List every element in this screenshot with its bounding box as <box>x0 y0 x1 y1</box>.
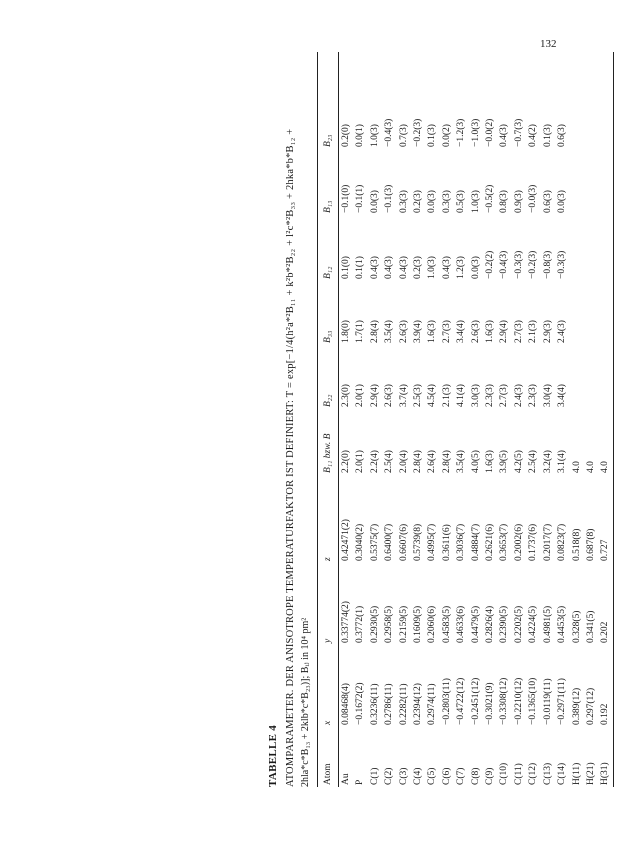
table-cell: −0.2(3) <box>528 250 539 279</box>
table-cell <box>584 281 598 345</box>
table-cell: −1.2(3) <box>456 118 467 147</box>
table-cell: 2.5(4) <box>528 450 539 473</box>
table-cell <box>570 281 584 345</box>
table-cell: 0.2159(5) <box>398 605 409 643</box>
table-cell: 0.0(3) <box>427 190 438 213</box>
table-cell: 3.5(4) <box>456 450 467 473</box>
table-row <box>440 52 454 787</box>
rotated-table-block <box>263 52 624 787</box>
table-cell <box>598 281 613 345</box>
table-row <box>584 52 598 787</box>
atom-parameter-table <box>317 52 614 787</box>
table-cell: C(1) <box>369 767 380 785</box>
table-cell: 0.1609(5) <box>413 605 424 643</box>
table-cell: 3.4(4) <box>557 384 568 407</box>
table-cell: 1.6(3) <box>427 320 438 343</box>
table-cell: −0.5(2) <box>485 184 496 213</box>
table-cell: 4.5(4) <box>427 384 438 407</box>
table-cell: −0.1(0) <box>341 184 351 213</box>
table-cell: C(2) <box>384 767 395 785</box>
table-cell: 2.3(3) <box>485 384 496 407</box>
table-cell: 2.5(3) <box>413 384 424 407</box>
column-header: B₂₃ <box>323 134 333 147</box>
table-cell: 0.2958(5) <box>384 605 395 643</box>
table-row <box>512 52 526 787</box>
table-cell: C(14) <box>557 762 568 785</box>
table-cell: 2.8(4) <box>413 450 424 473</box>
table-cell: 0.4453(5) <box>557 605 568 643</box>
table-cell: H(11) <box>571 762 582 785</box>
table-cell: 2.8(4) <box>441 450 452 473</box>
table-cell: 3.5(4) <box>384 320 395 343</box>
table-cell <box>584 345 598 409</box>
table-cell: 0.4995(7) <box>427 523 438 561</box>
table-cell: 0.9(3) <box>513 190 524 213</box>
table-cell: −0.1365(10) <box>528 677 539 725</box>
table-cell: 0.6607(6) <box>398 523 409 561</box>
table-cell: C(4) <box>413 767 424 785</box>
table-cell: 0.4(3) <box>384 256 395 279</box>
table-cell: 1.0(3) <box>427 256 438 279</box>
table-cell <box>598 52 613 149</box>
caption-line-1: ATOMPARAMETER. DER ANISOTROPE TEMPERATURFAKTOR IST DEFINIERT: T = exp[−1/4(h²a*²B₁₁ + k²b*²B₂₂ + l²c*²B₃₃ + 2hka*b*B₁₂ + <box>285 128 296 787</box>
table-cell: −0.4(3) <box>384 118 395 147</box>
table-cell: 0.2394(12) <box>413 683 424 725</box>
table-row <box>454 52 468 787</box>
table-cell: C(6) <box>441 767 452 785</box>
table-cell: 0.2621(6) <box>485 523 496 561</box>
table-cell: 0.4(3) <box>369 256 380 279</box>
table-cell: −0.2210(12) <box>513 677 524 725</box>
table-cell: 0.2002(6) <box>513 523 524 561</box>
table-cell: 0.4981(5) <box>542 605 553 643</box>
table-cell: 0.3772(1) <box>355 605 366 643</box>
table-cell: 0.6(3) <box>557 124 568 147</box>
table-cell: 0.3040(2) <box>355 523 366 561</box>
table-cell: 2.7(3) <box>441 320 452 343</box>
table-row <box>555 52 569 787</box>
table-cell: 0.33774(2) <box>341 601 351 643</box>
table-cell: 2.4(3) <box>557 320 568 343</box>
table-cell <box>570 215 584 281</box>
table-cell: −0.4(3) <box>499 250 510 279</box>
table-cell: 0.1(0) <box>341 256 351 279</box>
table-cell: 0.727 <box>600 539 611 561</box>
table-cell: C(8) <box>470 767 481 785</box>
table-cell: −0.0119(11) <box>542 678 553 725</box>
table-cell <box>584 52 598 149</box>
table-cell: −0.1672(2) <box>355 682 366 725</box>
table-cell: 2.0(1) <box>355 450 366 473</box>
table-cell: 0.4(3) <box>499 124 510 147</box>
table-cell: 1.2(3) <box>456 256 467 279</box>
column-header: B₂₂ <box>323 394 333 407</box>
table-cell: P <box>355 779 366 785</box>
table-cell: 2.3(3) <box>528 384 539 407</box>
table-cell: −0.7(3) <box>513 118 524 147</box>
table-cell: 0.1737(6) <box>528 523 539 561</box>
table-cell <box>584 149 598 215</box>
table-cell: 4.0(5) <box>470 450 481 473</box>
table-cell: 2.6(3) <box>384 384 395 407</box>
table-cell: −0.0(3) <box>528 184 539 213</box>
table-cell: 0.0(3) <box>369 190 380 213</box>
table-cell: 4.2(5) <box>513 450 524 473</box>
table-cell: −0.1(1) <box>355 184 366 213</box>
table-cell: 2.9(4) <box>499 320 510 343</box>
table-cell: 3.4(4) <box>456 320 467 343</box>
table-cell: 0.0823(7) <box>557 523 568 561</box>
table-cell <box>598 149 613 215</box>
table-cell: 0.2930(5) <box>369 605 380 643</box>
page-number: 132 <box>540 38 557 50</box>
table-cell: −0.2(2) <box>485 250 496 279</box>
table-cell: C(12) <box>528 762 539 785</box>
table-cell: H(31) <box>600 762 611 785</box>
table-cell: 0.2202(5) <box>513 605 524 643</box>
table-cell: 2.9(4) <box>369 384 380 407</box>
table-row <box>339 52 354 787</box>
table-cell: −0.0(2) <box>485 118 496 147</box>
column-header: y <box>323 638 333 643</box>
table-cell: 4.0 <box>585 461 596 473</box>
table-cell: 0.2017(7) <box>542 523 553 561</box>
table-cell: 2.0(4) <box>398 450 409 473</box>
column-header: B₃₃ <box>323 330 333 343</box>
table-cell: 0.0(3) <box>470 256 481 279</box>
table-cell: 2.1(3) <box>528 320 539 343</box>
table-cell: 0.42471(2) <box>341 519 351 561</box>
table-row <box>497 52 511 787</box>
table-cell: −0.2803(11) <box>441 678 452 725</box>
table-cell: 2.2(0) <box>341 450 351 473</box>
table-cell: 2.9(3) <box>542 320 553 343</box>
table-cell: 1.7(1) <box>355 320 366 343</box>
table-cell: 3.2(4) <box>542 450 553 473</box>
table-cell: −0.3021(9) <box>485 682 496 725</box>
table-cell: 3.7(4) <box>398 384 409 407</box>
table-cell: −0.8(3) <box>542 250 553 279</box>
table-row <box>353 52 367 787</box>
table-cell: 1.0(3) <box>369 124 380 147</box>
table-cell: 0.4633(6) <box>456 605 467 643</box>
table-cell: 0.341(5) <box>585 610 596 643</box>
table-cell: −0.4722(12) <box>456 677 467 725</box>
column-header: B₁₂ <box>323 266 333 279</box>
table-cell: 3.9(5) <box>499 450 510 473</box>
table-cell: 1.8(0) <box>341 320 351 343</box>
table-cell: 3.0(4) <box>542 384 553 407</box>
table-cell: 2.2(4) <box>369 450 380 473</box>
table-row <box>570 52 584 787</box>
table-cell: −0.2451(12) <box>470 677 481 725</box>
table-cell: 0.5739(8) <box>413 523 424 561</box>
table-cell: 2.7(3) <box>499 384 510 407</box>
table-cell <box>570 149 584 215</box>
table-cell: 0.4(3) <box>398 256 409 279</box>
caption-line-2: 2hla*c*B₁₃ + 2klb*c*B₂₃)]; Bᵢⱼ in 10⁴ pm² <box>300 617 311 787</box>
table-cell: −0.1(3) <box>384 184 395 213</box>
table-cell: 3.0(3) <box>470 384 481 407</box>
table-cell: 2.3(0) <box>341 384 351 407</box>
table-cell: 0.4(2) <box>528 124 539 147</box>
table-cell: 0.2(3) <box>413 190 424 213</box>
table-cell: 0.518(8) <box>571 528 582 561</box>
table-cell <box>570 345 584 409</box>
column-header: x <box>323 720 333 725</box>
table-cell: 0.328(5) <box>571 610 582 643</box>
table-cell: −1.0(3) <box>470 118 481 147</box>
table-cell: 4.0 <box>600 461 611 473</box>
table-cell: 0.2282(11) <box>398 683 409 725</box>
table-cell <box>570 52 584 149</box>
table-cell: 0.08468(4) <box>341 683 351 725</box>
table-cell: 0.2786(11) <box>384 683 395 725</box>
table-cell: C(7) <box>456 767 467 785</box>
table-row <box>598 52 613 787</box>
table-cell: 0.4884(7) <box>470 523 481 561</box>
table-cell: 0.687(8) <box>585 528 596 561</box>
table-cell: −0.3(3) <box>513 250 524 279</box>
table-cell: 0.6(3) <box>542 190 553 213</box>
table-row <box>411 52 425 787</box>
column-header: B₁₃ <box>323 200 333 213</box>
table-row <box>368 52 382 787</box>
table-cell: 0.8(3) <box>499 190 510 213</box>
table-row <box>469 52 483 787</box>
table-cell: 2.6(3) <box>398 320 409 343</box>
table-cell: 0.202 <box>600 621 611 643</box>
table-caption <box>283 52 313 787</box>
table-cell: 0.2826(4) <box>485 605 496 643</box>
table-cell: C(3) <box>398 767 409 785</box>
table-row <box>382 52 396 787</box>
table-row <box>425 52 439 787</box>
table-cell: 0.0(1) <box>355 124 366 147</box>
table-cell: 2.0(1) <box>355 384 366 407</box>
table-cell: 0.5(3) <box>456 190 467 213</box>
table-cell: C(13) <box>542 762 553 785</box>
table-cell <box>598 345 613 409</box>
table-cell: 0.2974(11) <box>427 683 438 725</box>
table-cell: 0.389(12) <box>571 687 582 725</box>
column-header: z <box>323 557 333 561</box>
table-row <box>526 52 540 787</box>
table-cell: 0.1(3) <box>427 124 438 147</box>
table-cell: 2.8(4) <box>369 320 380 343</box>
table-cell: 2.7(3) <box>513 320 524 343</box>
table-cell: 0.1(1) <box>355 256 366 279</box>
table-cell: 0.297(12) <box>585 687 596 725</box>
table-cell: 0.3653(7) <box>499 523 510 561</box>
table-cell: 0.0(3) <box>557 190 568 213</box>
table-cell: Au <box>341 773 351 785</box>
table-row <box>397 52 411 787</box>
table-cell: 2.4(3) <box>513 384 524 407</box>
table-cell: H(21) <box>585 762 596 785</box>
table-cell: 4.1(4) <box>456 384 467 407</box>
table-cell: 0.3611(6) <box>441 524 452 561</box>
table-body <box>339 52 614 787</box>
table-cell: C(11) <box>513 763 524 785</box>
table-cell: 0.2(0) <box>341 124 351 147</box>
table-title: TABELLE 4 <box>267 724 279 787</box>
table-cell: 1.0(3) <box>470 190 481 213</box>
table-cell: 0.4479(5) <box>470 605 481 643</box>
table-cell: 2.5(4) <box>384 450 395 473</box>
table-cell: −0.2971(11) <box>557 678 568 725</box>
table-cell: 3.9(4) <box>413 320 424 343</box>
table-cell: 0.3236(11) <box>369 683 380 725</box>
table-cell: C(5) <box>427 767 438 785</box>
table-cell: 0.3(3) <box>441 190 452 213</box>
table-cell: 2.1(3) <box>441 384 452 407</box>
table-cell: 0.2(3) <box>413 256 424 279</box>
column-header: B₁₁ bzw. B <box>323 433 333 473</box>
table-cell: 0.4(3) <box>441 256 452 279</box>
table-cell: 4.0 <box>571 461 582 473</box>
table-cell: 0.4224(5) <box>528 605 539 643</box>
table-cell: −0.3308(12) <box>499 677 510 725</box>
table-cell: 0.5375(7) <box>369 523 380 561</box>
table-cell <box>598 215 613 281</box>
table-cell: 0.2390(5) <box>499 605 510 643</box>
table-cell: C(10) <box>499 762 510 785</box>
table-row <box>541 52 555 787</box>
table-header-row <box>318 52 339 787</box>
table-cell: 0.0(2) <box>441 124 452 147</box>
table-cell: 0.1(3) <box>542 124 553 147</box>
table-cell: C(9) <box>485 767 496 785</box>
table-cell: 0.7(3) <box>398 124 409 147</box>
table-cell: 1.6(3) <box>485 320 496 343</box>
table-cell: 0.6400(7) <box>384 523 395 561</box>
table-cell <box>584 215 598 281</box>
table-cell: 3.1(4) <box>557 450 568 473</box>
table-cell: 0.192 <box>600 703 611 725</box>
table-cell: −0.2(3) <box>413 118 424 147</box>
table-cell: 0.3036(7) <box>456 523 467 561</box>
table-cell: 0.2060(6) <box>427 605 438 643</box>
table-row <box>483 52 497 787</box>
column-header: Atom <box>323 763 333 785</box>
table-cell: 1.6(3) <box>485 450 496 473</box>
table-cell: 0.4583(5) <box>441 605 452 643</box>
table-cell: 2.6(3) <box>470 320 481 343</box>
table-cell: −0.3(3) <box>557 250 568 279</box>
table-cell: 2.6(4) <box>427 450 438 473</box>
table-cell: 0.3(3) <box>398 190 409 213</box>
